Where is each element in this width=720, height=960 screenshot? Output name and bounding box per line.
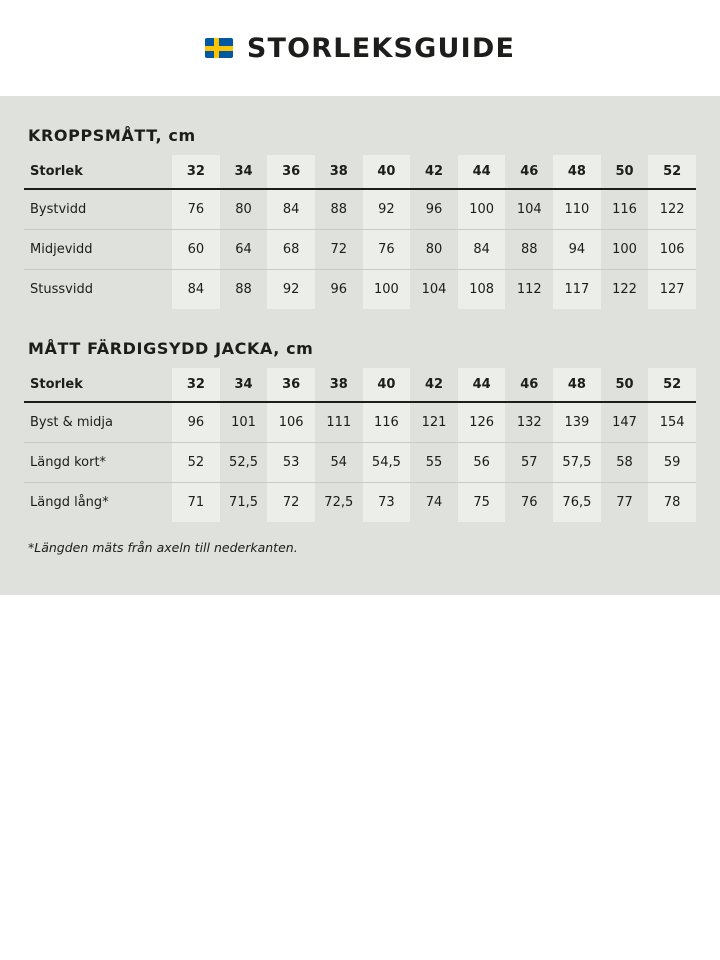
table-header	[24, 368, 696, 402]
footnote: *Längden mäts från axeln till nederkanten.	[28, 540, 298, 555]
column-header-size: 52	[648, 155, 696, 189]
table-cell: 84	[267, 189, 315, 230]
row-label: Längd kort*	[24, 443, 172, 483]
size-tables-panel	[0, 96, 720, 595]
table-cell: 72,5	[324, 495, 354, 510]
table-header-row	[24, 368, 696, 402]
table-cell: 112	[516, 282, 542, 297]
table-row	[24, 189, 696, 230]
table-cell: 76	[363, 230, 411, 270]
table-cell: 74	[425, 495, 443, 510]
table-cell: 100	[601, 230, 649, 270]
table-cell: 104	[421, 282, 447, 297]
column-header-size: 38	[315, 155, 363, 189]
column-header-size: 32	[172, 368, 220, 402]
table-cell: 111	[315, 402, 363, 443]
column-header-size: 34	[220, 368, 268, 402]
table-cell: 101	[220, 402, 268, 443]
column-header-size: 44	[458, 155, 506, 189]
table-cell: 127	[648, 270, 696, 310]
header-inner	[205, 33, 515, 64]
table-cell: 104	[505, 189, 553, 230]
table-row	[24, 443, 696, 483]
table-cell: 76	[521, 495, 538, 510]
table-cell: 72	[315, 230, 363, 270]
table-cell: 71	[172, 483, 220, 523]
table-cell: 139	[553, 402, 601, 443]
table-cell: 122	[612, 282, 637, 297]
table-cell: 88	[505, 230, 553, 270]
table-cell: 72	[267, 483, 315, 523]
column-header-size: 34	[220, 155, 268, 189]
table-row	[24, 402, 696, 443]
table-cell: 56	[458, 443, 506, 483]
table-cell: 100	[458, 189, 506, 230]
column-header-size: 36	[267, 155, 315, 189]
column-header-size: 42	[410, 368, 458, 402]
section-title: MÅTT FÄRDIGSYDD JACKA, cm	[28, 339, 314, 358]
table-cell: 60	[172, 230, 220, 270]
table-cell: 71,5	[229, 495, 258, 510]
table-cell: 96	[330, 282, 348, 297]
table-cell: 75	[458, 483, 506, 523]
column-header-label: Storlek	[24, 368, 172, 402]
table-header-row	[24, 155, 696, 189]
swedish-flag-icon	[205, 38, 233, 58]
column-header-size: 40	[363, 155, 411, 189]
page-title: STORLEKSGUIDE	[246, 32, 516, 64]
column-header-size: 44	[458, 368, 506, 402]
table-cell: 96	[172, 402, 220, 443]
table-cell: 84	[172, 270, 220, 310]
column-header-size: 40	[363, 368, 411, 402]
column-header-size: 50	[601, 155, 649, 189]
table-cell: 121	[410, 402, 458, 443]
column-header-size: 42	[410, 155, 458, 189]
table-cell: 96	[410, 189, 458, 230]
table-cell: 57	[505, 443, 553, 483]
section-title: KROPPSMÅTT, cm	[28, 126, 196, 145]
body-measurements-table	[24, 155, 696, 309]
table-cell: 77	[616, 495, 633, 510]
table-cell: 106	[267, 402, 315, 443]
column-header-size: 36	[267, 368, 315, 402]
table-cell: 53	[267, 443, 315, 483]
table-cell: 106	[648, 230, 696, 270]
table-body	[24, 402, 696, 522]
table-cell: 126	[458, 402, 506, 443]
page-header	[0, 0, 720, 96]
table-cell: 59	[648, 443, 696, 483]
column-header-size: 46	[505, 155, 553, 189]
section-finished-jacket-measurements	[24, 339, 696, 555]
row-label: Midjevidd	[24, 230, 172, 270]
row-label: Stussvidd	[30, 282, 93, 297]
table-cell: 52,5	[220, 443, 268, 483]
row-label: Längd lång*	[30, 495, 109, 510]
column-header-size: 38	[315, 368, 363, 402]
table-cell: 132	[505, 402, 553, 443]
table-cell: 78	[648, 483, 696, 523]
table-cell: 80	[410, 230, 458, 270]
table-cell: 100	[363, 270, 411, 310]
table-cell: 68	[267, 230, 315, 270]
column-header-label: Storlek	[24, 155, 172, 189]
table-cell: 52	[172, 443, 220, 483]
column-header-size: 32	[172, 155, 220, 189]
flag-cross-horizontal	[205, 46, 233, 51]
table-cell: 57,5	[553, 443, 601, 483]
table-cell: 154	[648, 402, 696, 443]
table-cell: 54,5	[363, 443, 411, 483]
table-cell: 64	[220, 230, 268, 270]
table-cell: 84	[458, 230, 506, 270]
column-header-size: 48	[553, 368, 601, 402]
column-header-size: 50	[601, 368, 649, 402]
column-header-size: 48	[553, 155, 601, 189]
column-header-size: 46	[505, 368, 553, 402]
table-row	[24, 230, 696, 270]
table-header	[24, 155, 696, 189]
table-cell: 122	[648, 189, 696, 230]
table-cell: 80	[220, 189, 268, 230]
flag-cross-vertical	[214, 38, 219, 58]
table-cell: 55	[410, 443, 458, 483]
table-cell: 147	[601, 402, 649, 443]
table-cell: 94	[553, 230, 601, 270]
table-cell: 110	[553, 189, 601, 230]
table-cell: 108	[458, 270, 506, 310]
table-cell: 92	[363, 189, 411, 230]
column-header-size: 52	[648, 368, 696, 402]
row-label: Byst & midja	[24, 402, 172, 443]
table-row	[24, 483, 696, 523]
table-cell: 73	[363, 483, 411, 523]
row-label: Bystvidd	[24, 189, 172, 230]
jacket-measurements-table	[24, 368, 696, 522]
table-cell: 117	[553, 270, 601, 310]
table-cell: 92	[267, 270, 315, 310]
section-body-measurements	[24, 126, 696, 309]
table-cell: 58	[601, 443, 649, 483]
table-cell: 54	[315, 443, 363, 483]
table-cell: 88	[315, 189, 363, 230]
table-cell: 116	[363, 402, 411, 443]
table-row	[24, 270, 696, 310]
table-cell: 76,5	[553, 483, 601, 523]
table-body	[24, 189, 696, 309]
table-cell: 116	[601, 189, 649, 230]
table-cell: 88	[235, 282, 252, 297]
table-cell: 76	[172, 189, 220, 230]
